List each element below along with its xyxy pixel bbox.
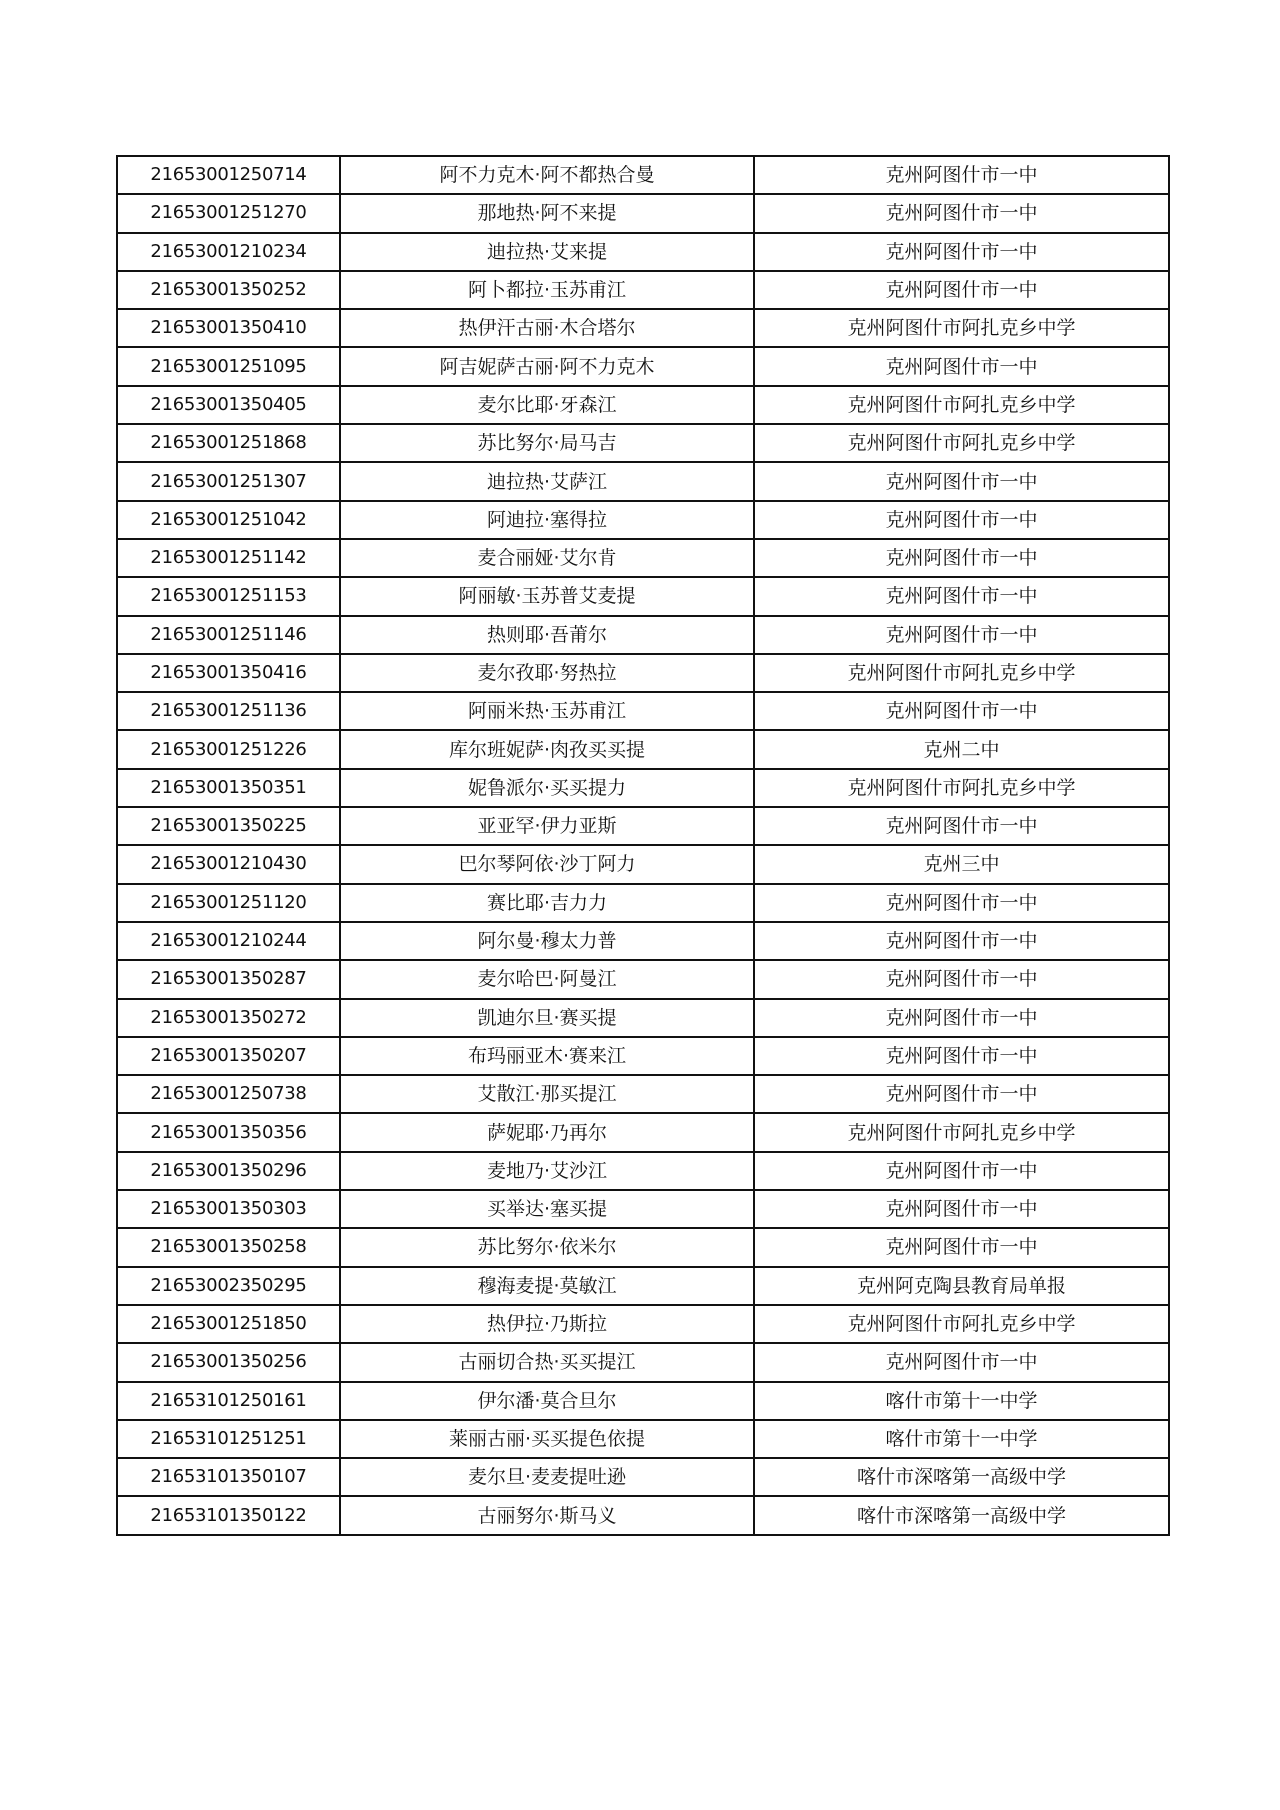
candidate-id-cell: 21653001350256 (117, 1343, 340, 1381)
name-cell: 麦尔哈巴·阿曼江 (340, 960, 754, 998)
school-cell: 克州阿图什市阿扎克乡中学 (754, 1305, 1169, 1343)
table-row (117, 233, 1169, 271)
candidate-id-cell: 21653001350272 (117, 999, 340, 1037)
school-cell: 克州阿图什市一中 (754, 884, 1169, 922)
school-cell: 克州阿图什市一中 (754, 1343, 1169, 1381)
school-cell: 克州阿图什市一中 (754, 960, 1169, 998)
candidate-id-cell: 21653101350122 (117, 1496, 340, 1534)
school-cell: 克州阿图什市一中 (754, 1228, 1169, 1266)
table-row (117, 1305, 1169, 1343)
school-cell: 喀什市第十一中学 (754, 1420, 1169, 1458)
candidate-id-cell: 21653001350356 (117, 1113, 340, 1151)
candidate-id-cell: 21653001350207 (117, 1037, 340, 1075)
candidate-id-cell: 21653101251251 (117, 1420, 340, 1458)
candidate-id-cell: 21653001251120 (117, 884, 340, 922)
candidate-id-cell: 21653001251142 (117, 539, 340, 577)
table-row (117, 692, 1169, 730)
school-cell: 克州阿图什市一中 (754, 271, 1169, 309)
school-cell: 克州阿图什市一中 (754, 807, 1169, 845)
school-cell: 克州阿图什市一中 (754, 1152, 1169, 1190)
table-row (117, 194, 1169, 232)
school-cell: 克州阿图什市一中 (754, 1037, 1169, 1075)
candidate-id-cell: 21653001350303 (117, 1190, 340, 1228)
school-cell: 克州阿图什市阿扎克乡中学 (754, 654, 1169, 692)
name-cell: 布玛丽亚木·赛来江 (340, 1037, 754, 1075)
candidate-id-cell: 21653001350225 (117, 807, 340, 845)
school-cell: 克州阿图什市一中 (754, 1075, 1169, 1113)
name-cell: 伊尔潘·莫合旦尔 (340, 1382, 754, 1420)
name-cell: 麦尔旦·麦麦提吐逊 (340, 1458, 754, 1496)
school-cell: 克州阿克陶县教育局单报 (754, 1267, 1169, 1305)
table-row (117, 1420, 1169, 1458)
school-cell: 喀什市第十一中学 (754, 1382, 1169, 1420)
candidate-id-cell: 21653001210234 (117, 233, 340, 271)
candidate-id-cell: 21653001350351 (117, 769, 340, 807)
table-row (117, 462, 1169, 500)
candidate-id-cell: 21653001251307 (117, 462, 340, 500)
school-cell: 克州阿图什市阿扎克乡中学 (754, 386, 1169, 424)
candidate-id-cell: 21653001250738 (117, 1075, 340, 1113)
name-cell: 艾散江·那买提江 (340, 1075, 754, 1113)
table-row (117, 1228, 1169, 1266)
name-cell: 阿吉妮萨古丽·阿不力克木 (340, 347, 754, 385)
school-cell: 喀什市深喀第一高级中学 (754, 1458, 1169, 1496)
name-cell: 买举达·塞买提 (340, 1190, 754, 1228)
name-cell: 阿不力克木·阿不都热合曼 (340, 156, 754, 194)
table-row (117, 845, 1169, 883)
school-cell: 克州阿图什市一中 (754, 616, 1169, 654)
name-cell: 苏比努尔·依米尔 (340, 1228, 754, 1266)
name-cell: 阿卜都拉·玉苏甫江 (340, 271, 754, 309)
table-row (117, 1037, 1169, 1075)
school-cell: 克州阿图什市阿扎克乡中学 (754, 309, 1169, 347)
table-row (117, 1496, 1169, 1534)
name-cell: 迪拉热·艾来提 (340, 233, 754, 271)
school-cell: 克州阿图什市一中 (754, 194, 1169, 232)
candidate-id-cell: 21653001251153 (117, 577, 340, 615)
school-cell: 克州阿图什市阿扎克乡中学 (754, 769, 1169, 807)
name-cell: 热伊拉·乃斯拉 (340, 1305, 754, 1343)
name-cell: 麦尔比耶·牙森江 (340, 386, 754, 424)
table-row (117, 616, 1169, 654)
name-cell: 巴尔琴阿依·沙丁阿力 (340, 845, 754, 883)
table-row (117, 386, 1169, 424)
table-row (117, 769, 1169, 807)
candidate-id-cell: 21653001350410 (117, 309, 340, 347)
table-row (117, 807, 1169, 845)
name-cell: 麦尔孜耶·努热拉 (340, 654, 754, 692)
name-cell: 莱丽古丽·买买提色依提 (340, 1420, 754, 1458)
school-cell: 克州阿图什市一中 (754, 692, 1169, 730)
school-cell: 克州阿图什市一中 (754, 501, 1169, 539)
name-cell: 热伊汗古丽·木合塔尔 (340, 309, 754, 347)
name-cell: 亚亚罕·伊力亚斯 (340, 807, 754, 845)
table-row (117, 884, 1169, 922)
name-cell: 麦合丽娅·艾尔肯 (340, 539, 754, 577)
name-cell: 阿迪拉·塞得拉 (340, 501, 754, 539)
candidate-id-cell: 21653002350295 (117, 1267, 340, 1305)
school-cell: 克州阿图什市一中 (754, 462, 1169, 500)
table-row (117, 922, 1169, 960)
table-row (117, 347, 1169, 385)
school-cell: 克州阿图什市一中 (754, 233, 1169, 271)
candidate-id-cell: 21653001251850 (117, 1305, 340, 1343)
name-cell: 妮鲁派尔·买买提力 (340, 769, 754, 807)
candidate-id-cell: 21653001251095 (117, 347, 340, 385)
name-cell: 迪拉热·艾萨江 (340, 462, 754, 500)
school-cell: 克州阿图什市一中 (754, 1190, 1169, 1228)
table-row (117, 1382, 1169, 1420)
table-row (117, 1075, 1169, 1113)
table-row (117, 730, 1169, 768)
table-row (117, 960, 1169, 998)
school-cell: 克州阿图什市阿扎克乡中学 (754, 424, 1169, 462)
candidate-id-cell: 21653101350107 (117, 1458, 340, 1496)
school-cell: 克州阿图什市一中 (754, 156, 1169, 194)
name-cell: 阿尔曼·穆太力普 (340, 922, 754, 960)
table-row (117, 654, 1169, 692)
table-row (117, 999, 1169, 1037)
school-cell: 克州阿图什市一中 (754, 577, 1169, 615)
school-cell: 克州阿图什市一中 (754, 999, 1169, 1037)
name-cell: 那地热·阿不来提 (340, 194, 754, 232)
candidate-id-cell: 21653001251042 (117, 501, 340, 539)
table-row (117, 1113, 1169, 1151)
table-row (117, 156, 1169, 194)
name-cell: 苏比努尔·局马吉 (340, 424, 754, 462)
table-row (117, 539, 1169, 577)
name-cell: 萨妮耶·乃再尔 (340, 1113, 754, 1151)
candidate-id-cell: 21653001250714 (117, 156, 340, 194)
candidate-id-cell: 21653001251146 (117, 616, 340, 654)
candidate-id-cell: 21653001251226 (117, 730, 340, 768)
school-cell: 克州阿图什市一中 (754, 347, 1169, 385)
name-cell: 凯迪尔旦·赛买提 (340, 999, 754, 1037)
candidate-id-cell: 21653001350252 (117, 271, 340, 309)
school-cell: 克州阿图什市一中 (754, 922, 1169, 960)
table-row (117, 1343, 1169, 1381)
name-cell: 库尔班妮萨·肉孜买买提 (340, 730, 754, 768)
table-row (117, 1190, 1169, 1228)
school-cell: 克州三中 (754, 845, 1169, 883)
candidate-id-cell: 21653001350405 (117, 386, 340, 424)
table-row (117, 1458, 1169, 1496)
name-cell: 麦地乃·艾沙江 (340, 1152, 754, 1190)
candidate-id-cell: 21653001210244 (117, 922, 340, 960)
school-cell: 喀什市深喀第一高级中学 (754, 1496, 1169, 1534)
table-row (117, 271, 1169, 309)
name-cell: 阿丽敏·玉苏普艾麦提 (340, 577, 754, 615)
school-cell: 克州阿图什市阿扎克乡中学 (754, 1113, 1169, 1151)
table-row (117, 424, 1169, 462)
name-cell: 赛比耶·吉力力 (340, 884, 754, 922)
name-cell: 古丽努尔·斯马义 (340, 1496, 754, 1534)
candidate-id-cell: 21653001251868 (117, 424, 340, 462)
school-cell: 克州二中 (754, 730, 1169, 768)
candidate-id-cell: 21653001251136 (117, 692, 340, 730)
table-row (117, 577, 1169, 615)
table-row (117, 309, 1169, 347)
candidate-id-cell: 21653001350258 (117, 1228, 340, 1266)
candidate-table (116, 155, 1170, 1536)
table-row (117, 1152, 1169, 1190)
candidate-id-cell: 21653001350416 (117, 654, 340, 692)
table-row (117, 1267, 1169, 1305)
school-cell: 克州阿图什市一中 (754, 539, 1169, 577)
candidate-id-cell: 21653001251270 (117, 194, 340, 232)
candidate-id-cell: 21653001350296 (117, 1152, 340, 1190)
name-cell: 穆海麦提·莫敏江 (340, 1267, 754, 1305)
candidate-id-cell: 21653001210430 (117, 845, 340, 883)
name-cell: 阿丽米热·玉苏甫江 (340, 692, 754, 730)
name-cell: 古丽切合热·买买提江 (340, 1343, 754, 1381)
candidate-id-cell: 21653001350287 (117, 960, 340, 998)
table-row (117, 501, 1169, 539)
name-cell: 热则耶·吾莆尔 (340, 616, 754, 654)
candidate-id-cell: 21653101250161 (117, 1382, 340, 1420)
